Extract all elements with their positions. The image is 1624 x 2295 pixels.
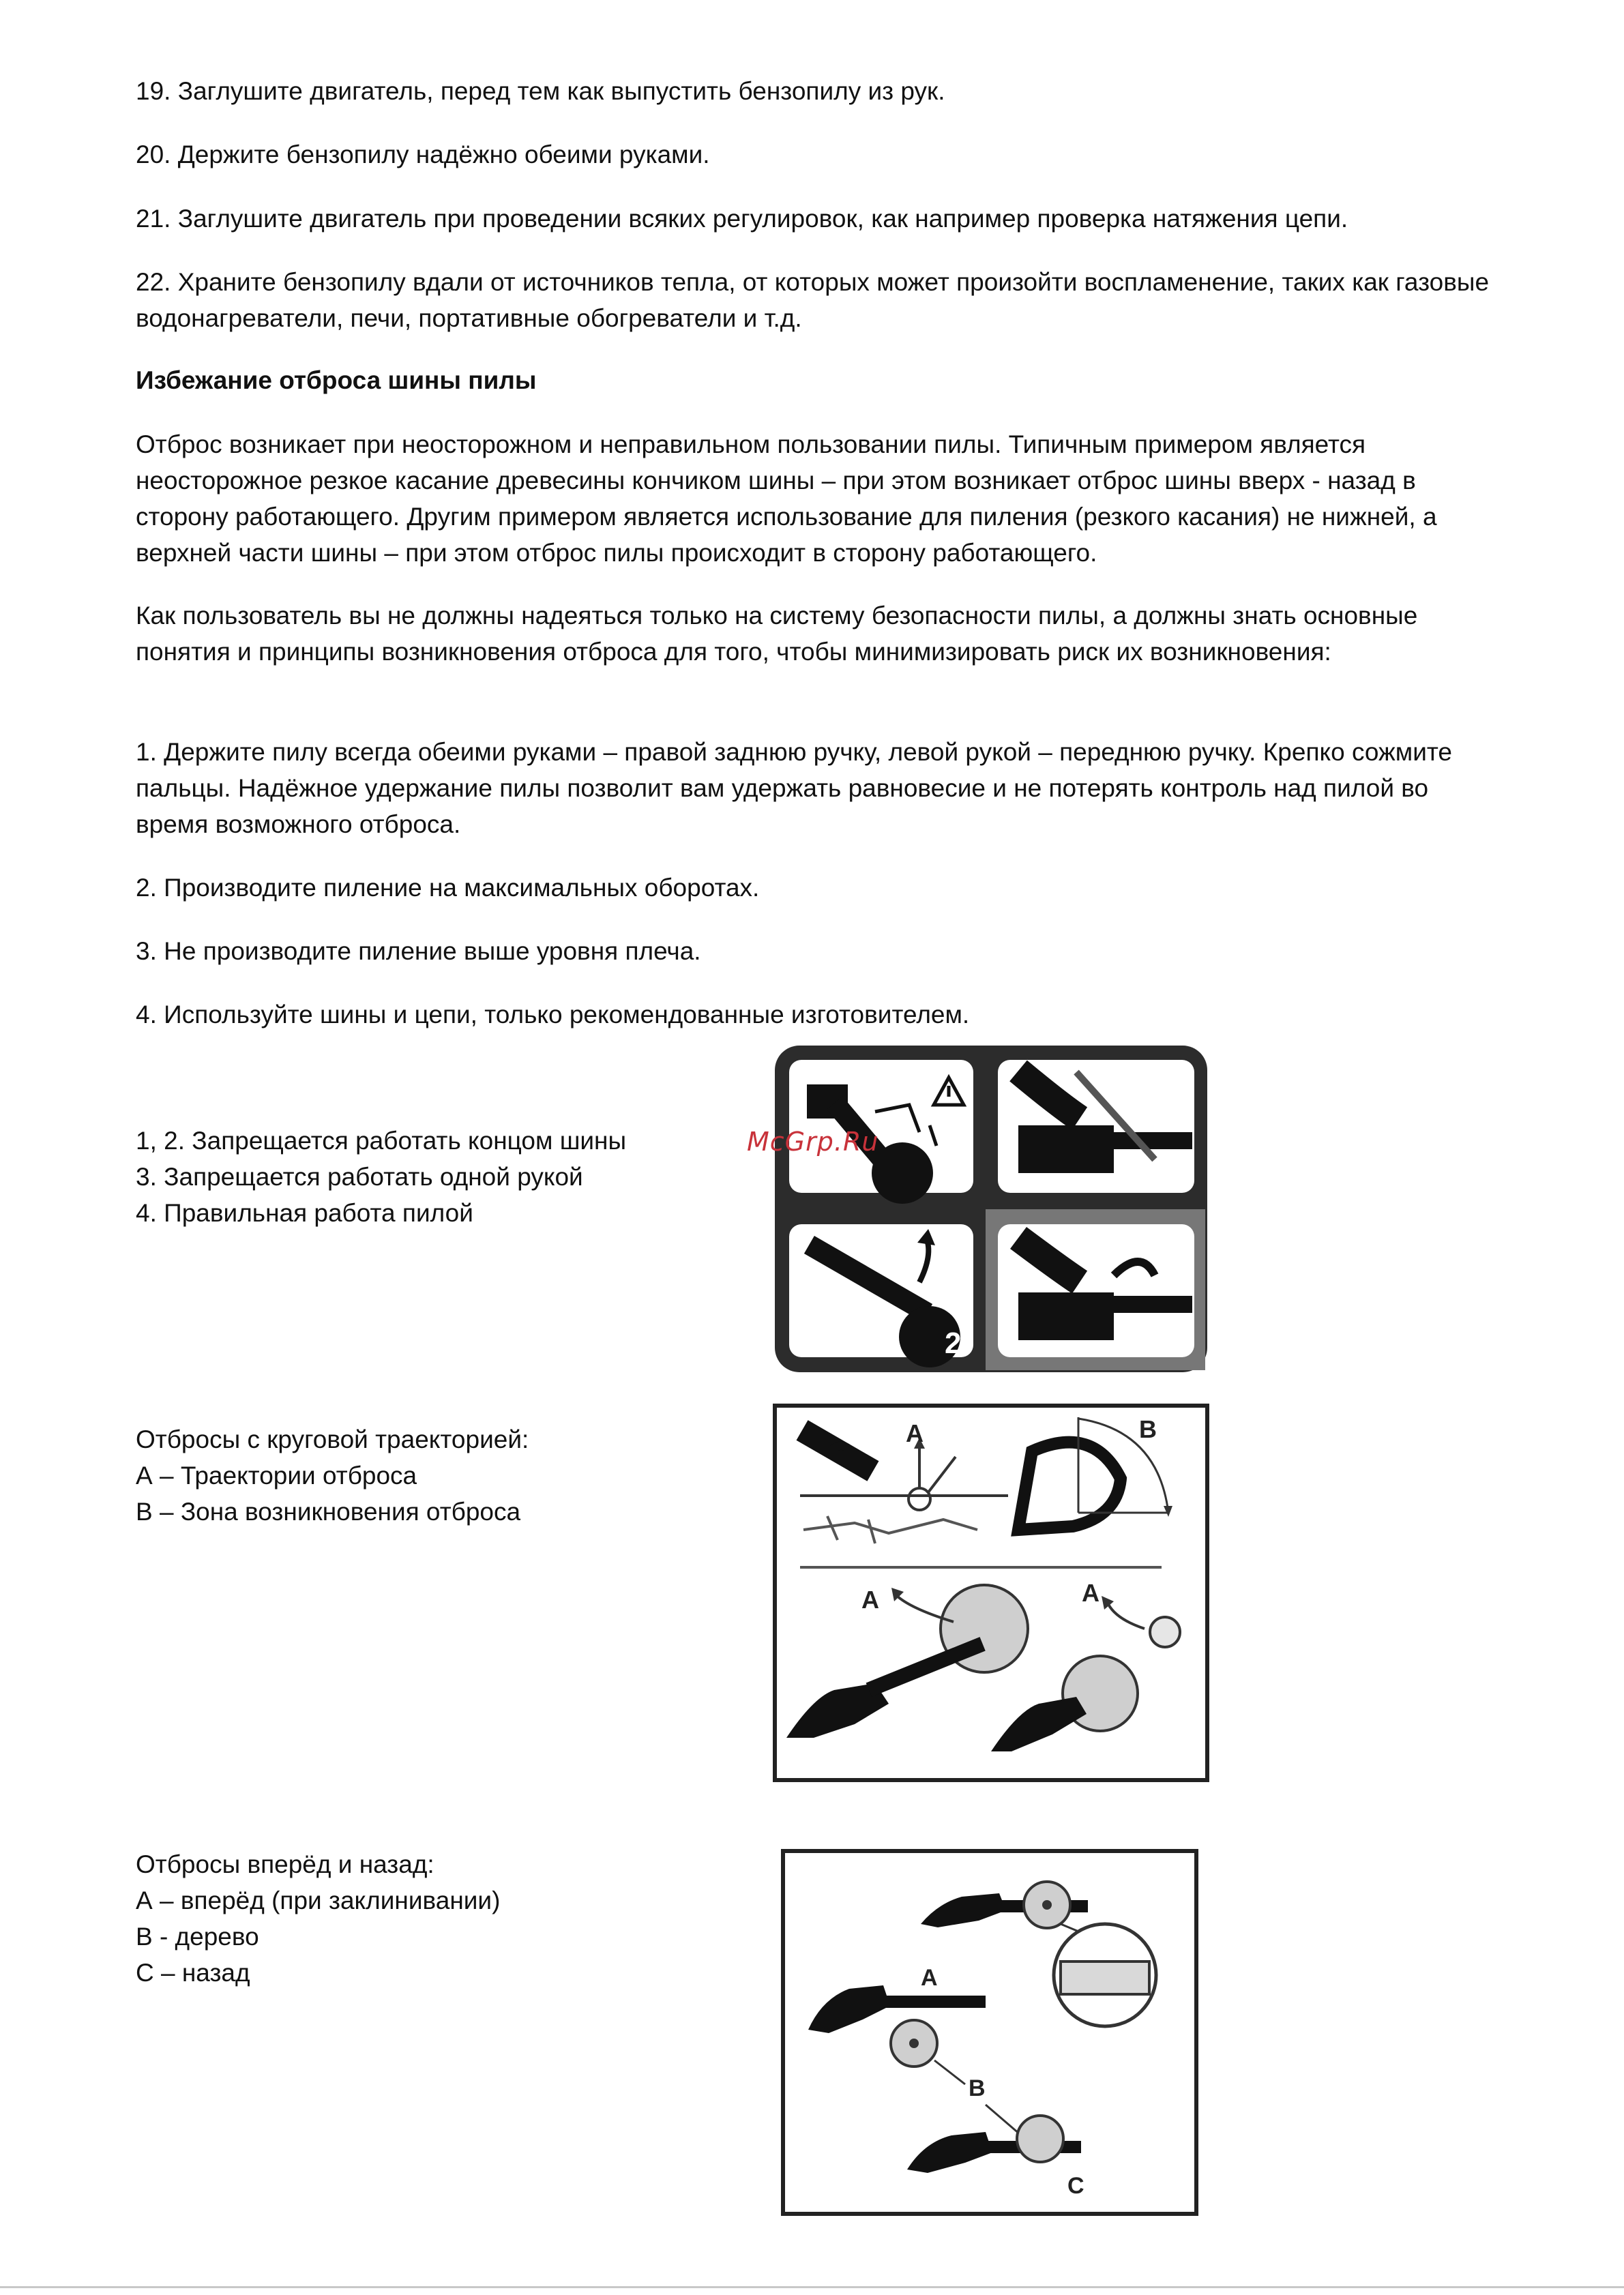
figure2-caption: А – Траектории отброса (136, 1462, 417, 1490)
figure1-caption: 4. Правильная работа пилой (136, 1199, 473, 1227)
paragraph-22: 22. Храните бензопилу вдали от источников тепла, от которых может произойти воспламенение, таких как газовые водонагреватели, печи, портативные обогреватели и т.д. (136, 268, 1490, 332)
label: C (1067, 2173, 1084, 2199)
rule-4: 4. Используйте шины и цепи, только рекомендованные изготовителем. (136, 1001, 970, 1028)
paragraph-19: 19. Заглушите двигатель, перед тем как выпустить бензопилу из рук. (136, 77, 945, 105)
figure1-captions (136, 1123, 750, 1231)
figure3-caption: С – назад (136, 1959, 250, 1987)
user-note: Как пользователь вы не должны надеяться только на систему безопасности пилы, а должны знать основные понятия и принципы возникновения отброса для того, чтобы минимизировать риск их возникновения: (136, 602, 1418, 666)
panel-number: 4 (1167, 1327, 1184, 1360)
label: A (906, 1419, 924, 1447)
paragraph-20: 20. Держите бензопилу надёжно обеими руками. (136, 140, 710, 168)
figure2-caption: Отбросы с круговой траекторией: (136, 1425, 529, 1453)
rule-3: 3. Не производите пиление выше уровня плеча. (136, 937, 701, 965)
figure3-caption: Отбросы вперёд и назад: (136, 1850, 434, 1878)
panel-number: 2 (945, 1327, 962, 1360)
figure3-captions (136, 1846, 750, 1991)
label: A (921, 1965, 938, 1991)
panel-number: 1 (945, 1161, 962, 1195)
figure1-safety-panels (773, 1043, 1209, 1374)
label: A (861, 1586, 879, 1614)
figure1-caption: 1, 2. Запрещается работать концом шины (136, 1127, 627, 1155)
figure3-caption: В - дерево (136, 1923, 259, 1951)
label: B (1139, 1415, 1157, 1443)
panel-4-correct-work (998, 1224, 1194, 1357)
page-bottom-rule (0, 2286, 1624, 2288)
rule-2: 2. Производите пиление на максимальных оборотах. (136, 874, 760, 902)
section-heading: Избежание отброса шины пилы (136, 366, 537, 394)
panel-3-one-hand (998, 1060, 1194, 1193)
figure3-caption: А – вперёд (при заклинивании) (136, 1886, 501, 1914)
figure3-push-pull-diagram (781, 1849, 1198, 2216)
paragraph-21: 21. Заглушите двигатель при проведении всяких регулировок, как например проверка натяжения цепи. (136, 205, 1348, 233)
figure2-captions (136, 1421, 750, 1530)
label: A (1082, 1579, 1099, 1607)
watermark: McGrp.Ru (747, 1127, 879, 1157)
rule-1: 1. Держите пилу всегда обеими руками – правой заднюю ручку, левой рукой – переднюю ручку. Крепко сожмите пальцы. Надёжное удержание пилы позволит вам удержать равновесие и не потерять контроль над пилой во время возможного отброса. (136, 738, 1452, 838)
figure2-caption: В – Зона возникновения отброса (136, 1498, 521, 1526)
figure2-rotational-kickback-diagram (773, 1404, 1209, 1782)
figure1-caption: 3. Запрещается работать одной рукой (136, 1163, 583, 1191)
panel-number: 3 (1167, 1161, 1184, 1195)
kickback-intro: Отброс возникает при неосторожном и неправильном пользовании пилы. Типичным примером является неосторожное резкое касание древесины кончиком шины – при этом возникает отброс шины вверх - назад в сторону работающего. Другим примером является использование для пиления (резкого касания) не нижней, а верхней части шины – при этом отброс пилы происходит в сторону работающего. (136, 430, 1437, 567)
label: B (969, 2075, 986, 2101)
